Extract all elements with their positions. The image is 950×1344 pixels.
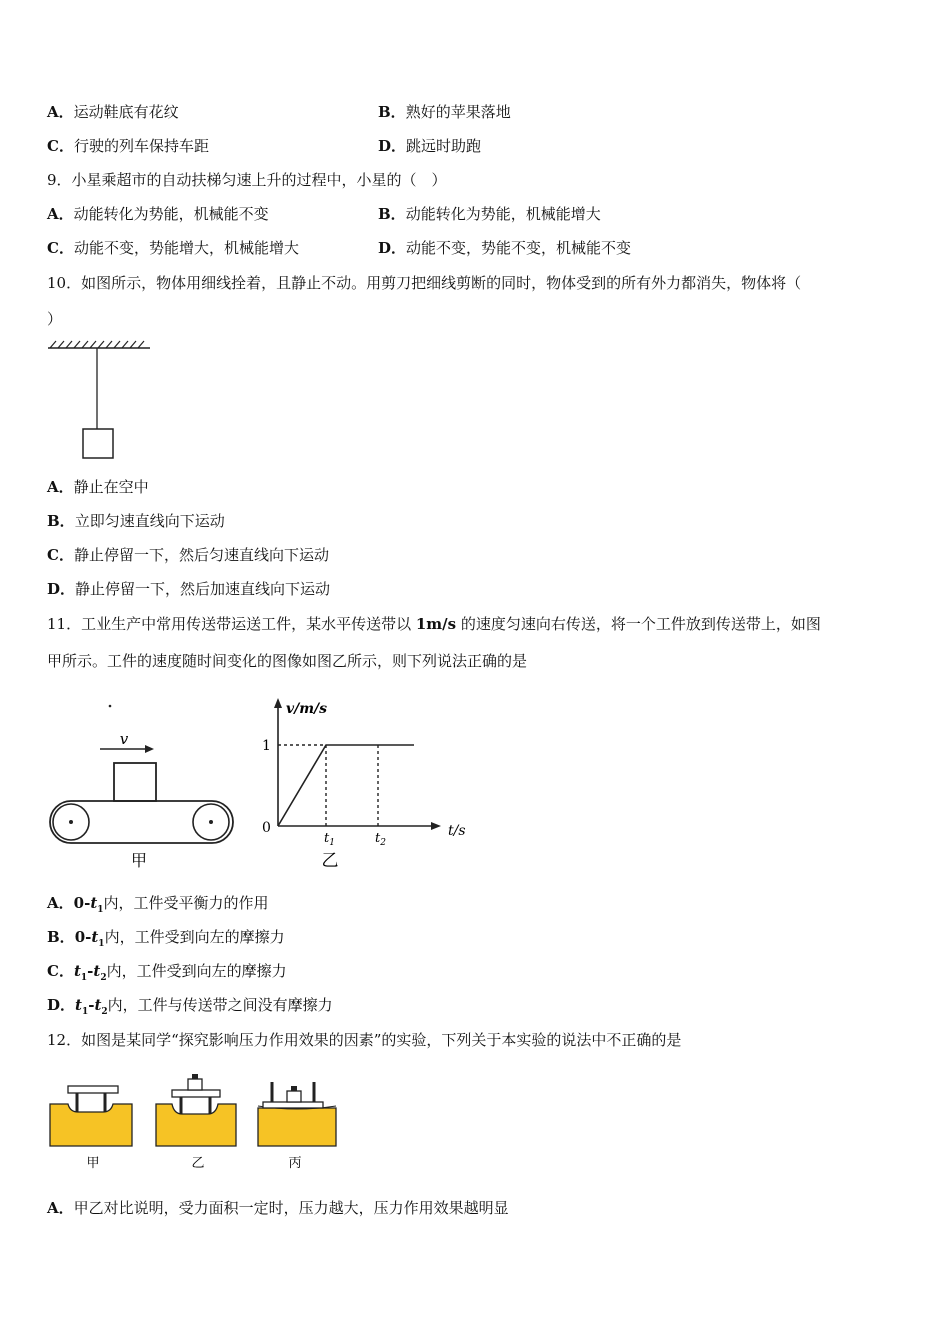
- option-label: D．: [378, 137, 407, 155]
- option-text: 熟好的苹果落地: [405, 103, 511, 121]
- option-text: 甲乙对比说明，受力面积一定时，压力越大，压力作用效果越明显: [73, 1199, 509, 1217]
- figure-caption: 甲: [130, 851, 148, 870]
- block: [83, 429, 113, 458]
- q8-option-b: [378, 102, 511, 122]
- q11-stem-line2: 甲所示。工件的速度随时间变化的图像如图乙所示，则下列说法正确的是: [47, 652, 528, 670]
- option-text: 内，工件受到向左的摩擦力: [106, 962, 287, 980]
- q11-option-d: [47, 995, 333, 1022]
- q8-option-a: [47, 102, 179, 122]
- option-text: 行驶的列车保持车距: [73, 137, 209, 155]
- q11-stem-line1: [47, 614, 821, 634]
- weight-knob: [291, 1086, 297, 1091]
- option-text: 静止停留一下，然后加速直线向下运动: [75, 580, 331, 598]
- option-text: 动能转化为势能，机械能不变: [73, 205, 269, 223]
- figure-caption: 丙: [288, 1156, 302, 1171]
- option-label: D．: [47, 580, 76, 598]
- option-label: D．: [47, 996, 76, 1014]
- y-tick-1: 1: [262, 738, 271, 754]
- q10-stem-line1: 10．如图所示，物体用细线拴着，且静止不动。用剪刀把细线剪断的同时，物体受到的所有外力都消失，物体将（: [47, 274, 802, 292]
- table-top: [172, 1090, 220, 1097]
- setup-bing: [258, 1082, 336, 1171]
- option-text: 内，工件受平衡力的作用: [103, 894, 269, 912]
- q12-option-a: [47, 1198, 509, 1218]
- sponge: [50, 1104, 132, 1146]
- option-text: 动能转化为势能，机械能增大: [405, 205, 601, 223]
- weight-knob: [192, 1074, 198, 1079]
- q10-option-d: [47, 579, 330, 599]
- option-label: B．: [378, 205, 406, 223]
- figure-caption: 乙: [191, 1156, 205, 1171]
- option-label: A．: [47, 894, 74, 912]
- q9-option-c: [47, 238, 299, 258]
- q10-option-c: [47, 545, 329, 565]
- q11-option-a: [47, 893, 269, 920]
- pressure-experiment-figure: [48, 1070, 340, 1174]
- q10-stem-line2: ）: [47, 310, 63, 328]
- vt-graph: [254, 692, 474, 874]
- option-label: A．: [47, 103, 74, 121]
- y-axis-label: v/m/s: [286, 701, 328, 717]
- option-label: B．: [378, 103, 406, 121]
- conveyor-figure: [44, 696, 240, 871]
- option-label: C．: [47, 239, 74, 257]
- x-axis-label: t/s: [448, 823, 466, 839]
- q10-option-a: [47, 477, 149, 497]
- option-label: A．: [47, 478, 74, 496]
- t1-label: $t_1$: [324, 831, 335, 848]
- option-text: 内，工件受到向左的摩擦力: [104, 928, 285, 946]
- option-label: A．: [47, 205, 74, 223]
- setup-jia: [50, 1086, 132, 1171]
- option-label: C．: [47, 546, 74, 564]
- q9-option-a: [47, 204, 269, 224]
- ceiling-hatching: [50, 341, 144, 348]
- option-text: 动能不变，势能不变，机械能不变: [406, 239, 632, 257]
- table-top-inverted: [263, 1102, 323, 1108]
- velocity-curve: [278, 745, 414, 826]
- stem-speed: 1m/s: [415, 615, 457, 633]
- option-text: 运动鞋底有花纹: [73, 103, 179, 121]
- velocity-label: v: [119, 730, 129, 748]
- q12-stem: 12．如图是某同学“探究影响压力作用效果的因素”的实验，下列关于本实验的说法中不正确的是: [47, 1031, 682, 1049]
- option-text: 立即匀速直线向下运动: [74, 512, 225, 530]
- option-label: D．: [378, 239, 407, 257]
- q9-option-b: [378, 204, 601, 224]
- q8-option-c: [47, 136, 209, 156]
- option-text: 内，工件与传送带之间没有摩擦力: [107, 996, 333, 1014]
- weight: [287, 1091, 301, 1102]
- setup-yi: [156, 1074, 236, 1171]
- option-range: $t_1-t_2$: [75, 996, 108, 1017]
- sponge: [258, 1108, 336, 1146]
- q9-option-d: [378, 238, 631, 258]
- option-text: 跳远时助跑: [406, 137, 482, 155]
- belt: [50, 801, 233, 843]
- option-text: 静止停留一下，然后匀速直线向下运动: [73, 546, 329, 564]
- figure-caption: 甲: [86, 1156, 100, 1171]
- option-label: A．: [47, 1199, 74, 1217]
- origin-label: 0: [262, 820, 271, 836]
- q9-stem: 9．小星乘超市的自动扶梯匀速上升的过程中，小星的（ ）: [47, 171, 447, 189]
- option-label: C．: [47, 962, 74, 980]
- q8-option-d: [378, 136, 481, 156]
- q11-option-c: [47, 961, 287, 988]
- option-text: 静止在空中: [73, 478, 149, 496]
- option-range: $0-t_1$: [74, 928, 105, 949]
- option-range: $0-t_1$: [73, 894, 104, 915]
- hanging-block-figure: [44, 338, 154, 464]
- option-label: B．: [47, 512, 75, 530]
- stem-text: 11．工业生产中常用传送带运送工件，某水平传送带以: [47, 615, 416, 633]
- weight: [188, 1079, 202, 1090]
- option-label: B．: [47, 928, 75, 946]
- workpiece: [114, 763, 156, 801]
- q11-option-b: [47, 927, 285, 954]
- q10-option-b: [47, 511, 225, 531]
- t2-label: $t_2$: [375, 831, 386, 848]
- figure-caption: 乙: [321, 851, 339, 871]
- option-text: 动能不变，势能增大，机械能增大: [73, 239, 299, 257]
- option-range: $t_1-t_2$: [73, 962, 107, 983]
- table-top: [68, 1086, 118, 1093]
- sponge: [156, 1104, 236, 1146]
- option-label: C．: [47, 137, 74, 155]
- stem-text: 的速度匀速向右传送，将一个工件放到传送带上，如图: [456, 615, 821, 633]
